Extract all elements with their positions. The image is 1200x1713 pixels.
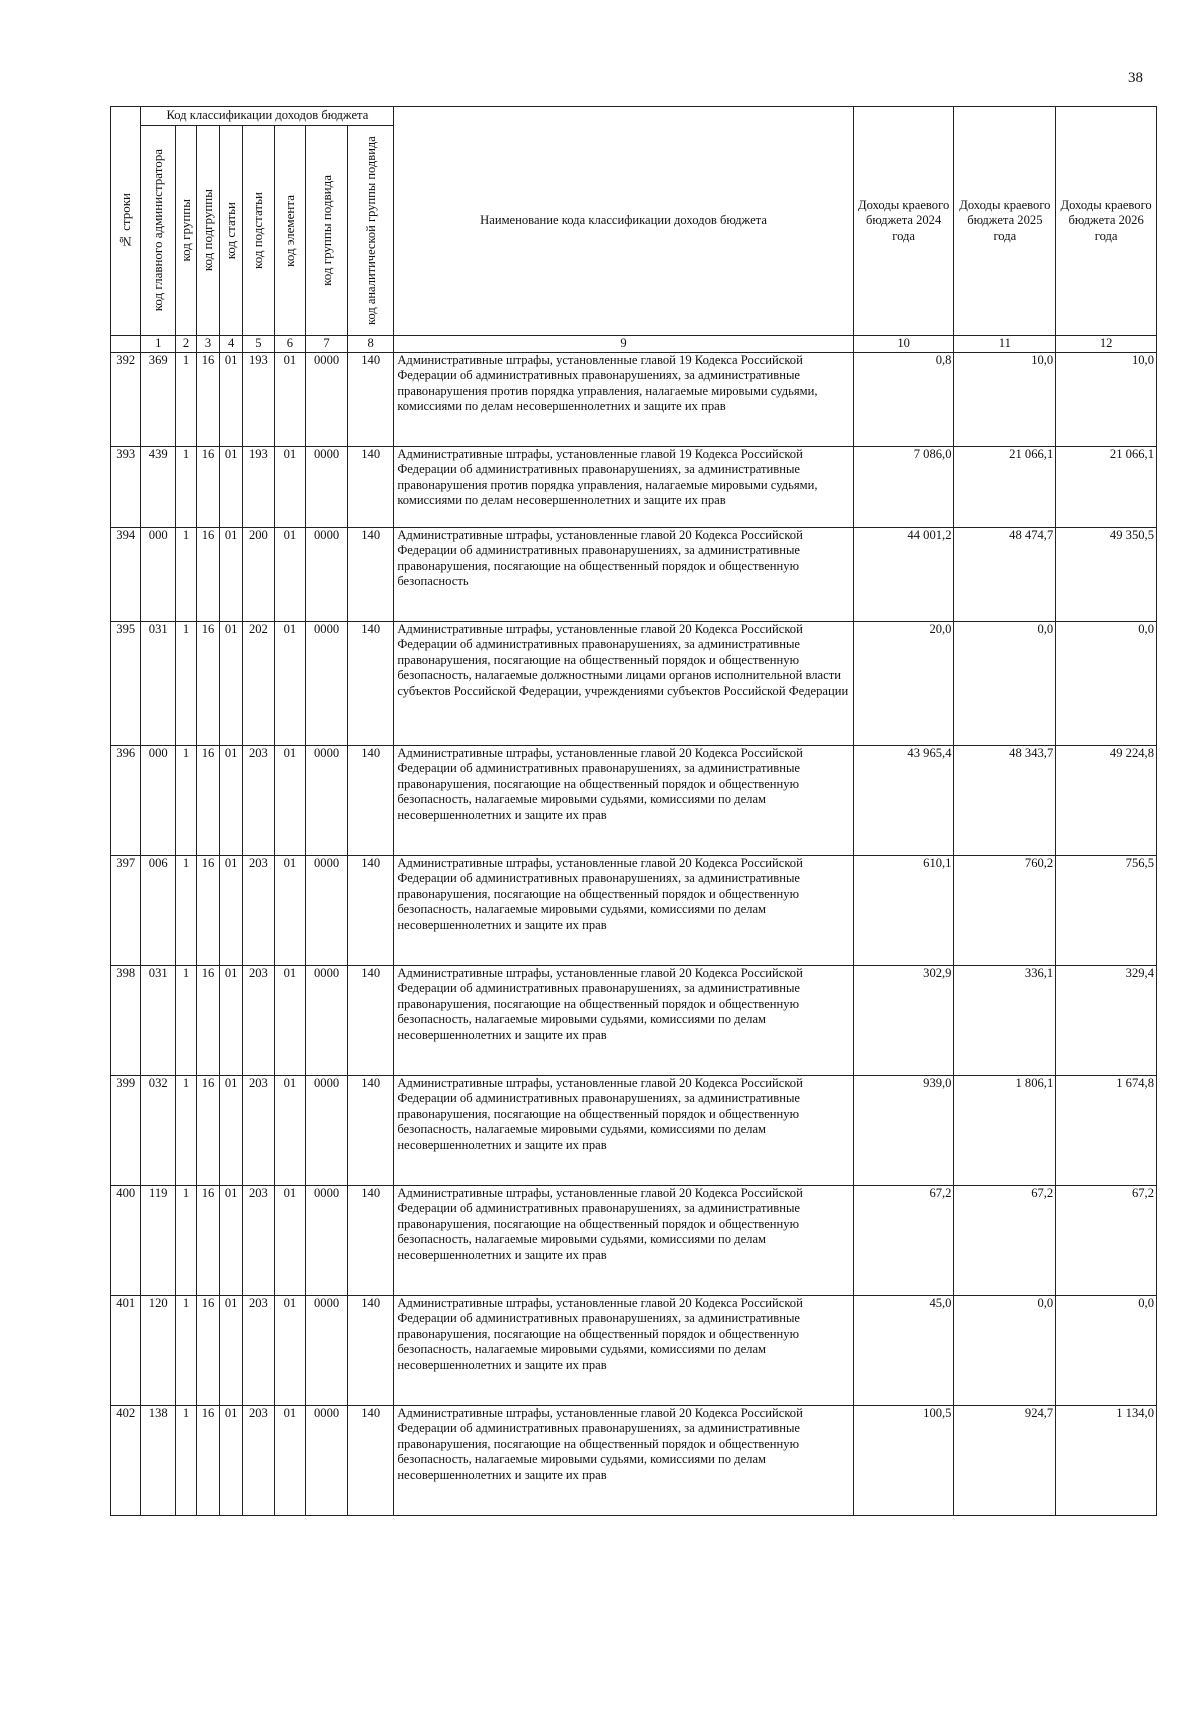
column-number: 1 xyxy=(141,336,176,353)
subgroup-code: 16 xyxy=(197,1295,220,1405)
subtype-group-code: 0000 xyxy=(306,527,348,621)
income-name: Административные штрафы, установленные главой 20 Кодекса Российской Федерации об административных правонарушениях, за административные правонарушения, посягающие на общественный порядок и общественную безопасность, налагаемые мировыми судьями, комиссиями по делам несовершеннолетних и защите их прав xyxy=(394,1405,853,1515)
article-code: 01 xyxy=(220,1405,243,1515)
admin-code: 369 xyxy=(141,352,176,446)
group-code: 1 xyxy=(176,855,197,965)
element-code: 01 xyxy=(274,352,305,446)
group-code: 1 xyxy=(176,965,197,1075)
income-2026: 67,2 xyxy=(1056,1185,1157,1295)
subtype-group-code: 0000 xyxy=(306,1185,348,1295)
element-code: 01 xyxy=(274,965,305,1075)
subarticle-code: 203 xyxy=(243,1405,274,1515)
element-code: 01 xyxy=(274,446,305,527)
subgroup-code: 16 xyxy=(197,745,220,855)
income-2024: 7 086,0 xyxy=(853,446,954,527)
subgroup-code: 16 xyxy=(197,965,220,1075)
column-number: 6 xyxy=(274,336,305,353)
income-2026: 49 350,5 xyxy=(1056,527,1157,621)
subarticle-code: 203 xyxy=(243,965,274,1075)
income-2024: 67,2 xyxy=(853,1185,954,1295)
income-2026: 1 674,8 xyxy=(1056,1075,1157,1185)
analytic-group-code: 140 xyxy=(348,1075,394,1185)
article-code: 01 xyxy=(220,527,243,621)
income-2024: 43 965,4 xyxy=(853,745,954,855)
table-row xyxy=(111,745,1157,855)
income-2026: 1 134,0 xyxy=(1056,1405,1157,1515)
admin-code: 000 xyxy=(141,745,176,855)
analytic-group-code: 140 xyxy=(348,1185,394,1295)
row-number: 392 xyxy=(111,352,141,446)
subarticle-code: 203 xyxy=(243,1295,274,1405)
income-2026: 329,4 xyxy=(1056,965,1157,1075)
analytic-group-code: 140 xyxy=(348,745,394,855)
article-code: 01 xyxy=(220,1075,243,1185)
header-element: код элемента xyxy=(274,126,305,336)
article-code: 01 xyxy=(220,446,243,527)
row-number: 401 xyxy=(111,1295,141,1405)
analytic-group-code: 140 xyxy=(348,1405,394,1515)
subtype-group-code: 0000 xyxy=(306,1405,348,1515)
subgroup-code: 16 xyxy=(197,1185,220,1295)
income-2024: 610,1 xyxy=(853,855,954,965)
header-code-group: Код классификации доходов бюджета xyxy=(141,107,394,126)
table-row xyxy=(111,1075,1157,1185)
analytic-group-code: 140 xyxy=(348,965,394,1075)
subtype-group-code: 0000 xyxy=(306,965,348,1075)
admin-code: 032 xyxy=(141,1075,176,1185)
income-name: Административные штрафы, установленные главой 20 Кодекса Российской Федерации об административных правонарушениях, за административные правонарушения, посягающие на общественный порядок и общественную безопасность, налагаемые мировыми судьями, комиссиями по делам несовершеннолетних и защите их прав xyxy=(394,1075,853,1185)
column-number: 9 xyxy=(394,336,853,353)
income-2024: 20,0 xyxy=(853,621,954,745)
income-name: Административные штрафы, установленные главой 19 Кодекса Российской Федерации об административных правонарушениях, за административные правонарушения против порядка управления, налагаемые мировыми судьями, комиссиями по делам несовершеннолетних и защите их прав xyxy=(394,352,853,446)
admin-code: 031 xyxy=(141,621,176,745)
article-code: 01 xyxy=(220,1295,243,1405)
analytic-group-code: 140 xyxy=(348,621,394,745)
table-row xyxy=(111,527,1157,621)
group-code: 1 xyxy=(176,1185,197,1295)
income-2025: 0,0 xyxy=(954,1295,1056,1405)
element-code: 01 xyxy=(274,855,305,965)
table-row xyxy=(111,1295,1157,1405)
subtype-group-code: 0000 xyxy=(306,446,348,527)
table-row xyxy=(111,1185,1157,1295)
analytic-group-code: 140 xyxy=(348,855,394,965)
income-2026: 21 066,1 xyxy=(1056,446,1157,527)
income-2025: 21 066,1 xyxy=(954,446,1056,527)
table-row xyxy=(111,621,1157,745)
subtype-group-code: 0000 xyxy=(306,855,348,965)
analytic-group-code: 140 xyxy=(348,446,394,527)
income-2025: 67,2 xyxy=(954,1185,1056,1295)
element-code: 01 xyxy=(274,1075,305,1185)
income-2025: 10,0 xyxy=(954,352,1056,446)
row-number: 399 xyxy=(111,1075,141,1185)
column-number-row xyxy=(111,336,1157,353)
column-number: 10 xyxy=(853,336,954,353)
element-code: 01 xyxy=(274,621,305,745)
income-2025: 336,1 xyxy=(954,965,1056,1075)
subtype-group-code: 0000 xyxy=(306,352,348,446)
analytic-group-code: 140 xyxy=(348,527,394,621)
header-analytic-group: код аналитической группы подвида xyxy=(348,126,394,336)
header-article: код статьи xyxy=(220,126,243,336)
element-code: 01 xyxy=(274,1295,305,1405)
income-name: Административные штрафы, установленные главой 19 Кодекса Российской Федерации об административных правонарушениях, за административные правонарушения против порядка управления, налагаемые мировыми судьями, комиссиями по делам несовершеннолетних и защите их прав xyxy=(394,446,853,527)
analytic-group-code: 140 xyxy=(348,352,394,446)
row-number: 400 xyxy=(111,1185,141,1295)
header-subtype-group: код группы подвида xyxy=(306,126,348,336)
subtype-group-code: 0000 xyxy=(306,1075,348,1185)
budget-income-table xyxy=(110,106,1157,1516)
income-name: Административные штрафы, установленные главой 20 Кодекса Российской Федерации об административных правонарушениях, за административные правонарушения, посягающие на общественный порядок и общественную безопасность, налагаемые мировыми судьями, комиссиями по делам несовершеннолетних и защите их прав xyxy=(394,1295,853,1405)
page-number: 38 xyxy=(1128,70,1143,86)
header-admin: код главного администратора xyxy=(141,126,176,336)
income-2024: 302,9 xyxy=(853,965,954,1075)
income-name: Административные штрафы, установленные главой 20 Кодекса Российской Федерации об административных правонарушениях, за административные правонарушения, посягающие на общественный порядок и общественную безопасность, налагаемые должностными лицами органов исполнительной власти субъектов Российской Федерации, учреждениями субъектов Российской Федерации xyxy=(394,621,853,745)
income-2026: 0,0 xyxy=(1056,621,1157,745)
income-name: Административные штрафы, установленные главой 20 Кодекса Российской Федерации об административных правонарушениях, за административные правонарушения, посягающие на общественный порядок и общественную безопасность, налагаемые мировыми судьями, комиссиями по делам несовершеннолетних и защите их прав xyxy=(394,1185,853,1295)
income-name: Административные штрафы, установленные главой 20 Кодекса Российской Федерации об административных правонарушениях, за административные правонарушения, посягающие на общественный порядок и общественную безопасность, налагаемые мировыми судьями, комиссиями по делам несовершеннолетних и защите их прав xyxy=(394,965,853,1075)
subarticle-code: 193 xyxy=(243,352,274,446)
column-number: 8 xyxy=(348,336,394,353)
article-code: 01 xyxy=(220,965,243,1075)
header-subarticle: код подстатьи xyxy=(243,126,274,336)
subgroup-code: 16 xyxy=(197,1405,220,1515)
column-number: 11 xyxy=(954,336,1056,353)
column-number: 4 xyxy=(220,336,243,353)
element-code: 01 xyxy=(274,1405,305,1515)
income-2024: 0,8 xyxy=(853,352,954,446)
subgroup-code: 16 xyxy=(197,855,220,965)
group-code: 1 xyxy=(176,446,197,527)
row-number: 394 xyxy=(111,527,141,621)
subgroup-code: 16 xyxy=(197,1075,220,1185)
table-row xyxy=(111,1405,1157,1515)
header-2025: Доходы краевого бюджета 2025 года xyxy=(954,107,1056,336)
subgroup-code: 16 xyxy=(197,446,220,527)
row-number: 397 xyxy=(111,855,141,965)
column-number: 3 xyxy=(197,336,220,353)
group-code: 1 xyxy=(176,1405,197,1515)
admin-code: 138 xyxy=(141,1405,176,1515)
admin-code: 006 xyxy=(141,855,176,965)
table-row xyxy=(111,855,1157,965)
income-2025: 48 343,7 xyxy=(954,745,1056,855)
article-code: 01 xyxy=(220,1185,243,1295)
row-number: 396 xyxy=(111,745,141,855)
income-2024: 100,5 xyxy=(853,1405,954,1515)
column-number: 12 xyxy=(1056,336,1157,353)
admin-code: 119 xyxy=(141,1185,176,1295)
group-code: 1 xyxy=(176,745,197,855)
header-2024: Доходы краевого бюджета 2024 года xyxy=(853,107,954,336)
header-row-no: № строки xyxy=(111,107,141,336)
income-2024: 939,0 xyxy=(853,1075,954,1185)
income-2026: 10,0 xyxy=(1056,352,1157,446)
group-code: 1 xyxy=(176,1295,197,1405)
element-code: 01 xyxy=(274,745,305,855)
income-2024: 44 001,2 xyxy=(853,527,954,621)
article-code: 01 xyxy=(220,745,243,855)
income-2025: 760,2 xyxy=(954,855,1056,965)
income-2024: 45,0 xyxy=(853,1295,954,1405)
table-row xyxy=(111,446,1157,527)
group-code: 1 xyxy=(176,1075,197,1185)
income-name: Административные штрафы, установленные главой 20 Кодекса Российской Федерации об административных правонарушениях, за административные правонарушения, посягающие на общественный порядок и общественную безопасность, налагаемые мировыми судьями, комиссиями по делам несовершеннолетних и защите их прав xyxy=(394,745,853,855)
subarticle-code: 200 xyxy=(243,527,274,621)
header-name: Наименование кода классификации доходов бюджета xyxy=(394,107,853,336)
analytic-group-code: 140 xyxy=(348,1295,394,1405)
subtype-group-code: 0000 xyxy=(306,621,348,745)
admin-code: 031 xyxy=(141,965,176,1075)
table-row xyxy=(111,352,1157,446)
subarticle-code: 203 xyxy=(243,855,274,965)
group-code: 1 xyxy=(176,527,197,621)
subtype-group-code: 0000 xyxy=(306,745,348,855)
income-2025: 0,0 xyxy=(954,621,1056,745)
income-2026: 0,0 xyxy=(1056,1295,1157,1405)
column-number xyxy=(111,336,141,353)
header-group: код группы xyxy=(176,126,197,336)
admin-code: 439 xyxy=(141,446,176,527)
article-code: 01 xyxy=(220,352,243,446)
table-row xyxy=(111,965,1157,1075)
income-2025: 1 806,1 xyxy=(954,1075,1056,1185)
article-code: 01 xyxy=(220,855,243,965)
income-2026: 756,5 xyxy=(1056,855,1157,965)
group-code: 1 xyxy=(176,621,197,745)
row-number: 398 xyxy=(111,965,141,1075)
admin-code: 000 xyxy=(141,527,176,621)
column-number: 2 xyxy=(176,336,197,353)
income-2025: 48 474,7 xyxy=(954,527,1056,621)
subarticle-code: 193 xyxy=(243,446,274,527)
income-2025: 924,7 xyxy=(954,1405,1056,1515)
income-2026: 49 224,8 xyxy=(1056,745,1157,855)
subarticle-code: 203 xyxy=(243,1075,274,1185)
column-number: 5 xyxy=(243,336,274,353)
subtype-group-code: 0000 xyxy=(306,1295,348,1405)
row-number: 393 xyxy=(111,446,141,527)
subgroup-code: 16 xyxy=(197,352,220,446)
article-code: 01 xyxy=(220,621,243,745)
header-subgroup: код подгруппы xyxy=(197,126,220,336)
header-2026: Доходы краевого бюджета 2026 года xyxy=(1056,107,1157,336)
element-code: 01 xyxy=(274,1185,305,1295)
subarticle-code: 203 xyxy=(243,745,274,855)
row-number: 395 xyxy=(111,621,141,745)
subgroup-code: 16 xyxy=(197,621,220,745)
subarticle-code: 202 xyxy=(243,621,274,745)
element-code: 01 xyxy=(274,527,305,621)
group-code: 1 xyxy=(176,352,197,446)
income-name: Административные штрафы, установленные главой 20 Кодекса Российской Федерации об административных правонарушениях, за административные правонарушения, посягающие на общественный порядок и общественную безопасность xyxy=(394,527,853,621)
column-number: 7 xyxy=(306,336,348,353)
income-name: Административные штрафы, установленные главой 20 Кодекса Российской Федерации об административных правонарушениях, за административные правонарушения, посягающие на общественный порядок и общественную безопасность, налагаемые мировыми судьями, комиссиями по делам несовершеннолетних и защите их прав xyxy=(394,855,853,965)
row-number: 402 xyxy=(111,1405,141,1515)
subarticle-code: 203 xyxy=(243,1185,274,1295)
subgroup-code: 16 xyxy=(197,527,220,621)
admin-code: 120 xyxy=(141,1295,176,1405)
